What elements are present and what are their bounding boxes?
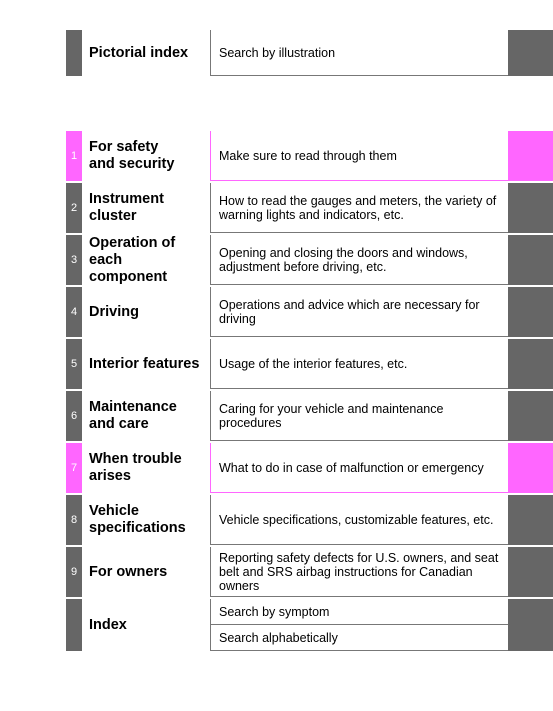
- section-title: When trouble arises: [89, 451, 182, 484]
- index-item-alphabetical[interactable]: [210, 625, 553, 651]
- section-row-9[interactable]: [0, 547, 553, 597]
- section-row-5[interactable]: [0, 339, 553, 389]
- section-row-4[interactable]: [0, 287, 553, 337]
- section-number: 2: [66, 183, 82, 233]
- section-number: 7: [66, 443, 82, 493]
- edge-thumb-tab[interactable]: [508, 183, 553, 233]
- section-description: Usage of the interior features, etc.: [210, 339, 508, 389]
- section-title: Vehicle specifications: [89, 503, 186, 536]
- section-tab-marker: [66, 599, 82, 651]
- edge-thumb-tab[interactable]: [508, 625, 553, 651]
- section-description: Operations and advice which are necessary for driving: [210, 287, 508, 337]
- section-description: Opening and closing the doors and windows, adjustment before driving, etc.: [210, 235, 508, 285]
- edge-thumb-tab[interactable]: [508, 339, 553, 389]
- section-row-2[interactable]: [0, 183, 553, 233]
- edge-thumb-tab[interactable]: [508, 391, 553, 441]
- section-number: 9: [66, 547, 82, 597]
- section-row-1[interactable]: [0, 131, 553, 181]
- edge-thumb-tab[interactable]: [508, 131, 553, 181]
- index-item-label: Search alphabetically: [210, 625, 508, 651]
- section-description: Reporting safety defects for U.S. owners, and seat belt and SRS airbag instructions for Canadian owners: [210, 547, 508, 597]
- section-title: Driving: [89, 303, 139, 320]
- index-item-symptom[interactable]: [210, 599, 553, 625]
- section-description: Search by illustration: [210, 30, 508, 76]
- section-number: 3: [66, 235, 82, 285]
- index-row: [0, 599, 553, 651]
- section-title: Operation of each component: [89, 234, 176, 285]
- section-description: Caring for your vehicle and maintenance procedures: [210, 391, 508, 441]
- section-description: How to read the gauges and meters, the variety of warning lights and indicators, etc.: [210, 183, 508, 233]
- pictorial-index-row[interactable]: [0, 30, 553, 76]
- section-number: 1: [66, 131, 82, 181]
- section-description: Vehicle specifications, customizable features, etc.: [210, 495, 508, 545]
- section-row-3[interactable]: [0, 235, 553, 285]
- edge-thumb-tab[interactable]: [508, 235, 553, 285]
- section-title: Interior features: [89, 355, 200, 372]
- section-number: 5: [66, 339, 82, 389]
- section-description: What to do in case of malfunction or emergency: [210, 443, 508, 493]
- section-title: Maintenance and care: [89, 399, 177, 432]
- section-description: Make sure to read through them: [210, 131, 508, 181]
- section-tab-marker: [66, 30, 82, 76]
- edge-thumb-tab[interactable]: [508, 443, 553, 493]
- section-number: 8: [66, 495, 82, 545]
- edge-thumb-tab[interactable]: [508, 547, 553, 597]
- edge-thumb-tab[interactable]: [508, 495, 553, 545]
- section-title: For owners: [89, 563, 168, 580]
- section-row-6[interactable]: [0, 391, 553, 441]
- section-row-8[interactable]: [0, 495, 553, 545]
- section-row-7[interactable]: [0, 443, 553, 493]
- section-title: Index: [89, 616, 127, 633]
- section-title: Instrument cluster: [89, 191, 164, 224]
- section-title: Pictorial index: [89, 44, 189, 61]
- section-number: 4: [66, 287, 82, 337]
- section-number: 6: [66, 391, 82, 441]
- edge-thumb-tab[interactable]: [508, 287, 553, 337]
- edge-thumb-tab[interactable]: [508, 599, 553, 625]
- index-item-label: Search by symptom: [210, 599, 508, 625]
- section-title: For safety and security: [89, 139, 175, 172]
- edge-thumb-tab[interactable]: [508, 30, 553, 76]
